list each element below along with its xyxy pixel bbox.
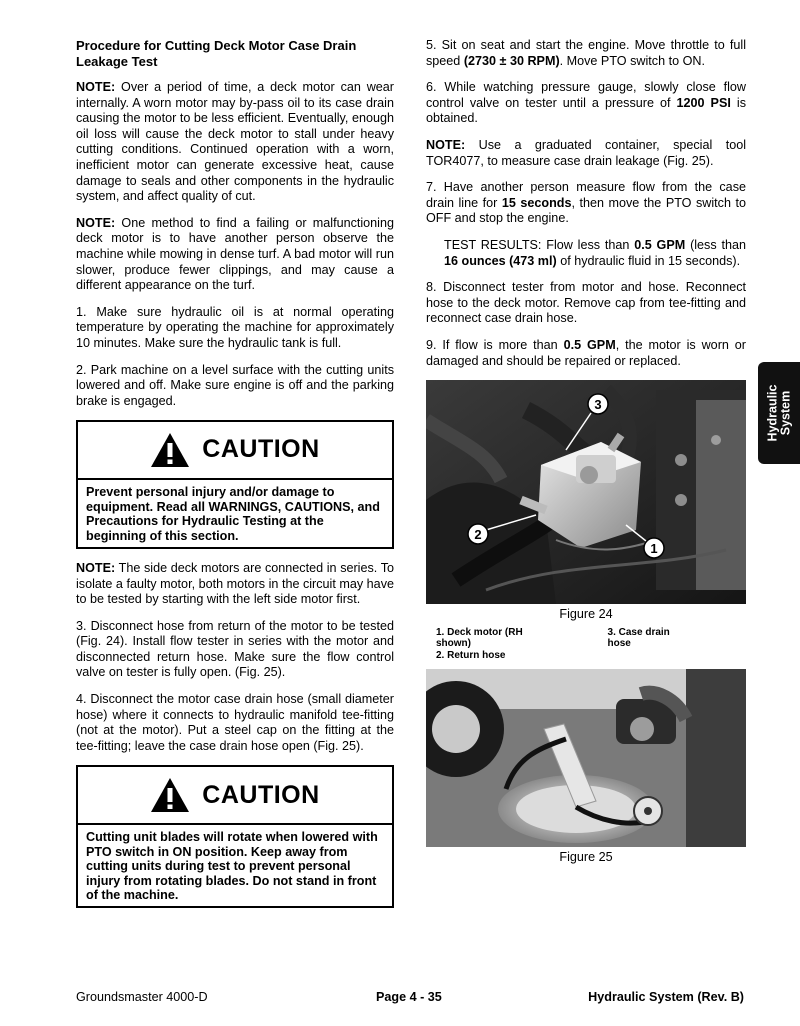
- section-tab: [758, 362, 800, 464]
- callout-2: [468, 524, 488, 544]
- figure-24-legend: [436, 627, 746, 662]
- caution-text: Prevent personal injury and/or damage to equipment. Read all WARNINGS, CAUTIONS, and Precautions for Hydraulic Testing at the beginning of this section.: [86, 485, 380, 543]
- step-4: 4. Disconnect the motor case drain hose (small diameter hose) where it connects to hydraulic manifold tee-fitting (not at the motor). Put a steel cap on the fitting at the tee-fitting; leave the case drain hose open (Fig. 25).: [76, 692, 394, 753]
- warning-triangle-icon: [150, 777, 190, 813]
- tab-line-2: System: [778, 390, 792, 436]
- note-text: The side deck motors are connected in series. To isolate a faulty motor, both motors in the circuit may have to be tested by starting with the left side motor first.: [76, 560, 395, 607]
- note-label: NOTE:: [76, 560, 116, 575]
- step-7: 7. Have another person measure flow from the case drain line for 15 seconds, then move the PTO switch to OFF and stop the engine.: [426, 180, 746, 226]
- step-9: 9. If flow is more than 0.5 GPM, the motor is worn or damaged and should be repaired or replaced.: [426, 337, 746, 368]
- note-label: NOTE:: [426, 137, 466, 152]
- step-5: 5. Sit on seat and start the engine. Move throttle to full speed (2730 ± 30 RPM). Move PTO switch to ON.: [426, 38, 746, 68]
- note-label: NOTE:: [76, 215, 116, 230]
- figure-25-caption: Figure 25: [559, 850, 613, 865]
- test-results: TEST RESULTS: Flow less than 0.5 GPM (less than 16 ounces (473 ml) of hydraulic fluid in 15 seconds).: [444, 237, 746, 268]
- legend-item: 2. Return hose: [436, 649, 506, 661]
- step-6: 6. While watching pressure gauge, slowly close flow control valve on tester until a pressure of 1200 PSI is obtained.: [426, 80, 746, 126]
- svg-text:2: 2: [474, 527, 482, 543]
- footer-right: Hydraulic System (Rev. B): [588, 990, 744, 1004]
- right-column: [426, 38, 746, 870]
- callout-1: [644, 538, 664, 558]
- note-paragraph: [76, 80, 394, 205]
- note-text: One method to find a failing or malfunctioning deck motor is to have another person observe the machine while mowing in dense turf. A bad motor will run slower, produce fewer clippings, and may cause a different appearance on the turf.: [76, 215, 394, 293]
- step-3: 3. Disconnect hose from return of the motor to be tested (Fig. 24). Install flow tester in series with the motor and disconnected return hose. Make sure the flow control valve on tester is fully open. (Fig. 25).: [76, 618, 394, 680]
- caution-title: CAUTION: [202, 780, 320, 809]
- step-1: 1. Make sure hydraulic oil is at normal operating temperature by operating the machine for approximately 10 minutes. Make sure the hydraulic tank is full.: [76, 304, 394, 350]
- caution-title: CAUTION: [202, 435, 320, 464]
- note-label: NOTE:: [76, 80, 116, 94]
- note-paragraph: [426, 138, 746, 169]
- svg-text:3: 3: [594, 397, 602, 413]
- left-column: [76, 38, 394, 920]
- caution-text: Cutting unit blades will rotate when lowered with PTO switch in ON position. Keep away from cutting units during test to prevent personal injury from rotating blades. Do not stand in front of the machine.: [86, 830, 378, 903]
- footer-page-number: Page 4 - 35: [376, 990, 442, 1004]
- section-heading: Procedure for Cutting Deck Motor Case Drain Leakage Test: [76, 38, 357, 69]
- step-8: 8. Disconnect tester from motor and hose. Reconnect hose to the deck motor. Remove cap from tee-fitting and reconnect case drain hose.: [426, 280, 746, 326]
- step-2: 2. Park machine on a level surface with the cutting units lowered and off. Make sure engine is off and the parking brake is engaged.: [76, 362, 394, 408]
- flow-tester-photo: [426, 669, 746, 847]
- footer-left: Groundsmaster 4000-D: [76, 990, 208, 1004]
- legend-item: 3. Case drain hose: [607, 626, 670, 650]
- note-paragraph: [76, 216, 394, 294]
- warning-triangle-icon: [150, 432, 190, 468]
- figure-24-photo: [426, 380, 746, 604]
- note-paragraph: [76, 561, 394, 608]
- callout-3: [588, 394, 608, 414]
- figure-25-photo: [426, 669, 746, 847]
- legend-item: 1. Deck motor (RH shown): [436, 626, 523, 650]
- note-text: Over a period of time, a deck motor can wear internally. A worn motor may by-pass oil to its case drain causing the motor to be less efficient. Eventually, enough oil loss will cause the deck motor to stall under heavy cutting conditions. Continued operation with a worn, inefficient motor can generate excessive heat, cause damage to seals and other components in the hydraulic system, and affect quality of cut.: [76, 80, 394, 204]
- caution-box: [76, 420, 394, 549]
- caution-box: [76, 765, 394, 908]
- tab-line-1: Hydraulic: [765, 384, 779, 442]
- svg-text:1: 1: [650, 541, 658, 557]
- deck-motor-photo: [426, 380, 746, 604]
- caution-header: [78, 422, 392, 480]
- note-text: Use a graduated container, special tool TOR4077, to measure case drain leakage (Fig. 25).: [426, 137, 747, 168]
- figure-24-caption: Figure 24: [559, 607, 613, 622]
- caution-header: [78, 767, 392, 825]
